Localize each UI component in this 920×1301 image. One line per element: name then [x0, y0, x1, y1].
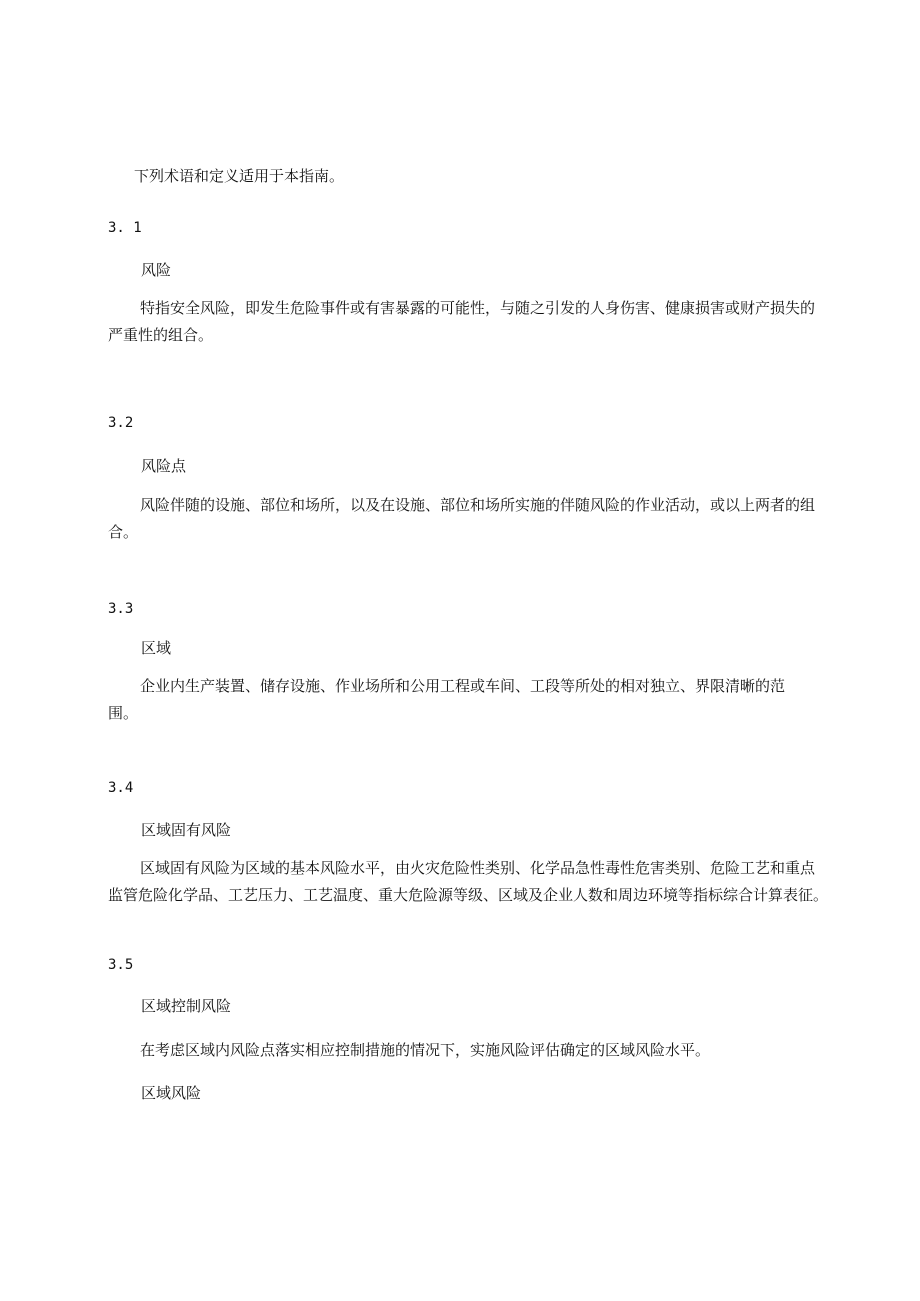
definition-line: 合。 [108, 523, 139, 541]
term-definition [108, 1037, 838, 1064]
definition-line: 企业内生产装置、储存设施、作业场所和公用工程或车间、工段等所处的相对独立、界限清晰的范 [140, 677, 786, 695]
definition-line: 严重性的组合。 [108, 326, 214, 344]
term-number: 3.5 [108, 957, 134, 973]
term-title: 区域固有风险 [141, 821, 232, 839]
term-definition [108, 492, 838, 546]
term-number: 3.4 [108, 780, 134, 796]
term-title: 风险 [141, 261, 172, 279]
term-title: 区域控制风险 [141, 997, 232, 1015]
term-number: 3.3 [108, 601, 134, 617]
definition-line: 围。 [108, 704, 139, 722]
term-title: 区域风险 [141, 1084, 202, 1102]
term-number: 3.2 [108, 415, 134, 431]
intro-text: 下列术语和定义适用于本指南。 [134, 167, 345, 185]
term-definition [108, 673, 838, 727]
definition-line: 风险伴随的设施、部位和场所，以及在设施、部位和场所实施的伴随风险的作业活动，或以上两者的组 [140, 496, 816, 514]
term-title: 区域 [141, 639, 172, 657]
definition-line: 特指安全风险，即发生危险事件或有害暴露的可能性，与随之引发的人身伤害、健康损害或财产损失的 [140, 299, 816, 317]
definition-line: 区域固有风险为区域的基本风险水平，由火灾危险性类别、化学品急性毒性危害类别、危险工艺和重点 [140, 859, 816, 877]
term-title: 风险点 [141, 457, 187, 475]
definition-line: 在考虑区域内风险点落实相应控制措施的情况下，实施风险评估确定的区域风险水平。 [140, 1041, 711, 1059]
term-number: 3. 1 [108, 220, 142, 236]
term-definition [108, 295, 838, 349]
definition-line: 监管危险化学品、工艺压力、工艺温度、重大危险源等级、区域及企业人数和周边环境等指标综合计算表征。 [108, 886, 829, 904]
term-definition [108, 855, 868, 909]
